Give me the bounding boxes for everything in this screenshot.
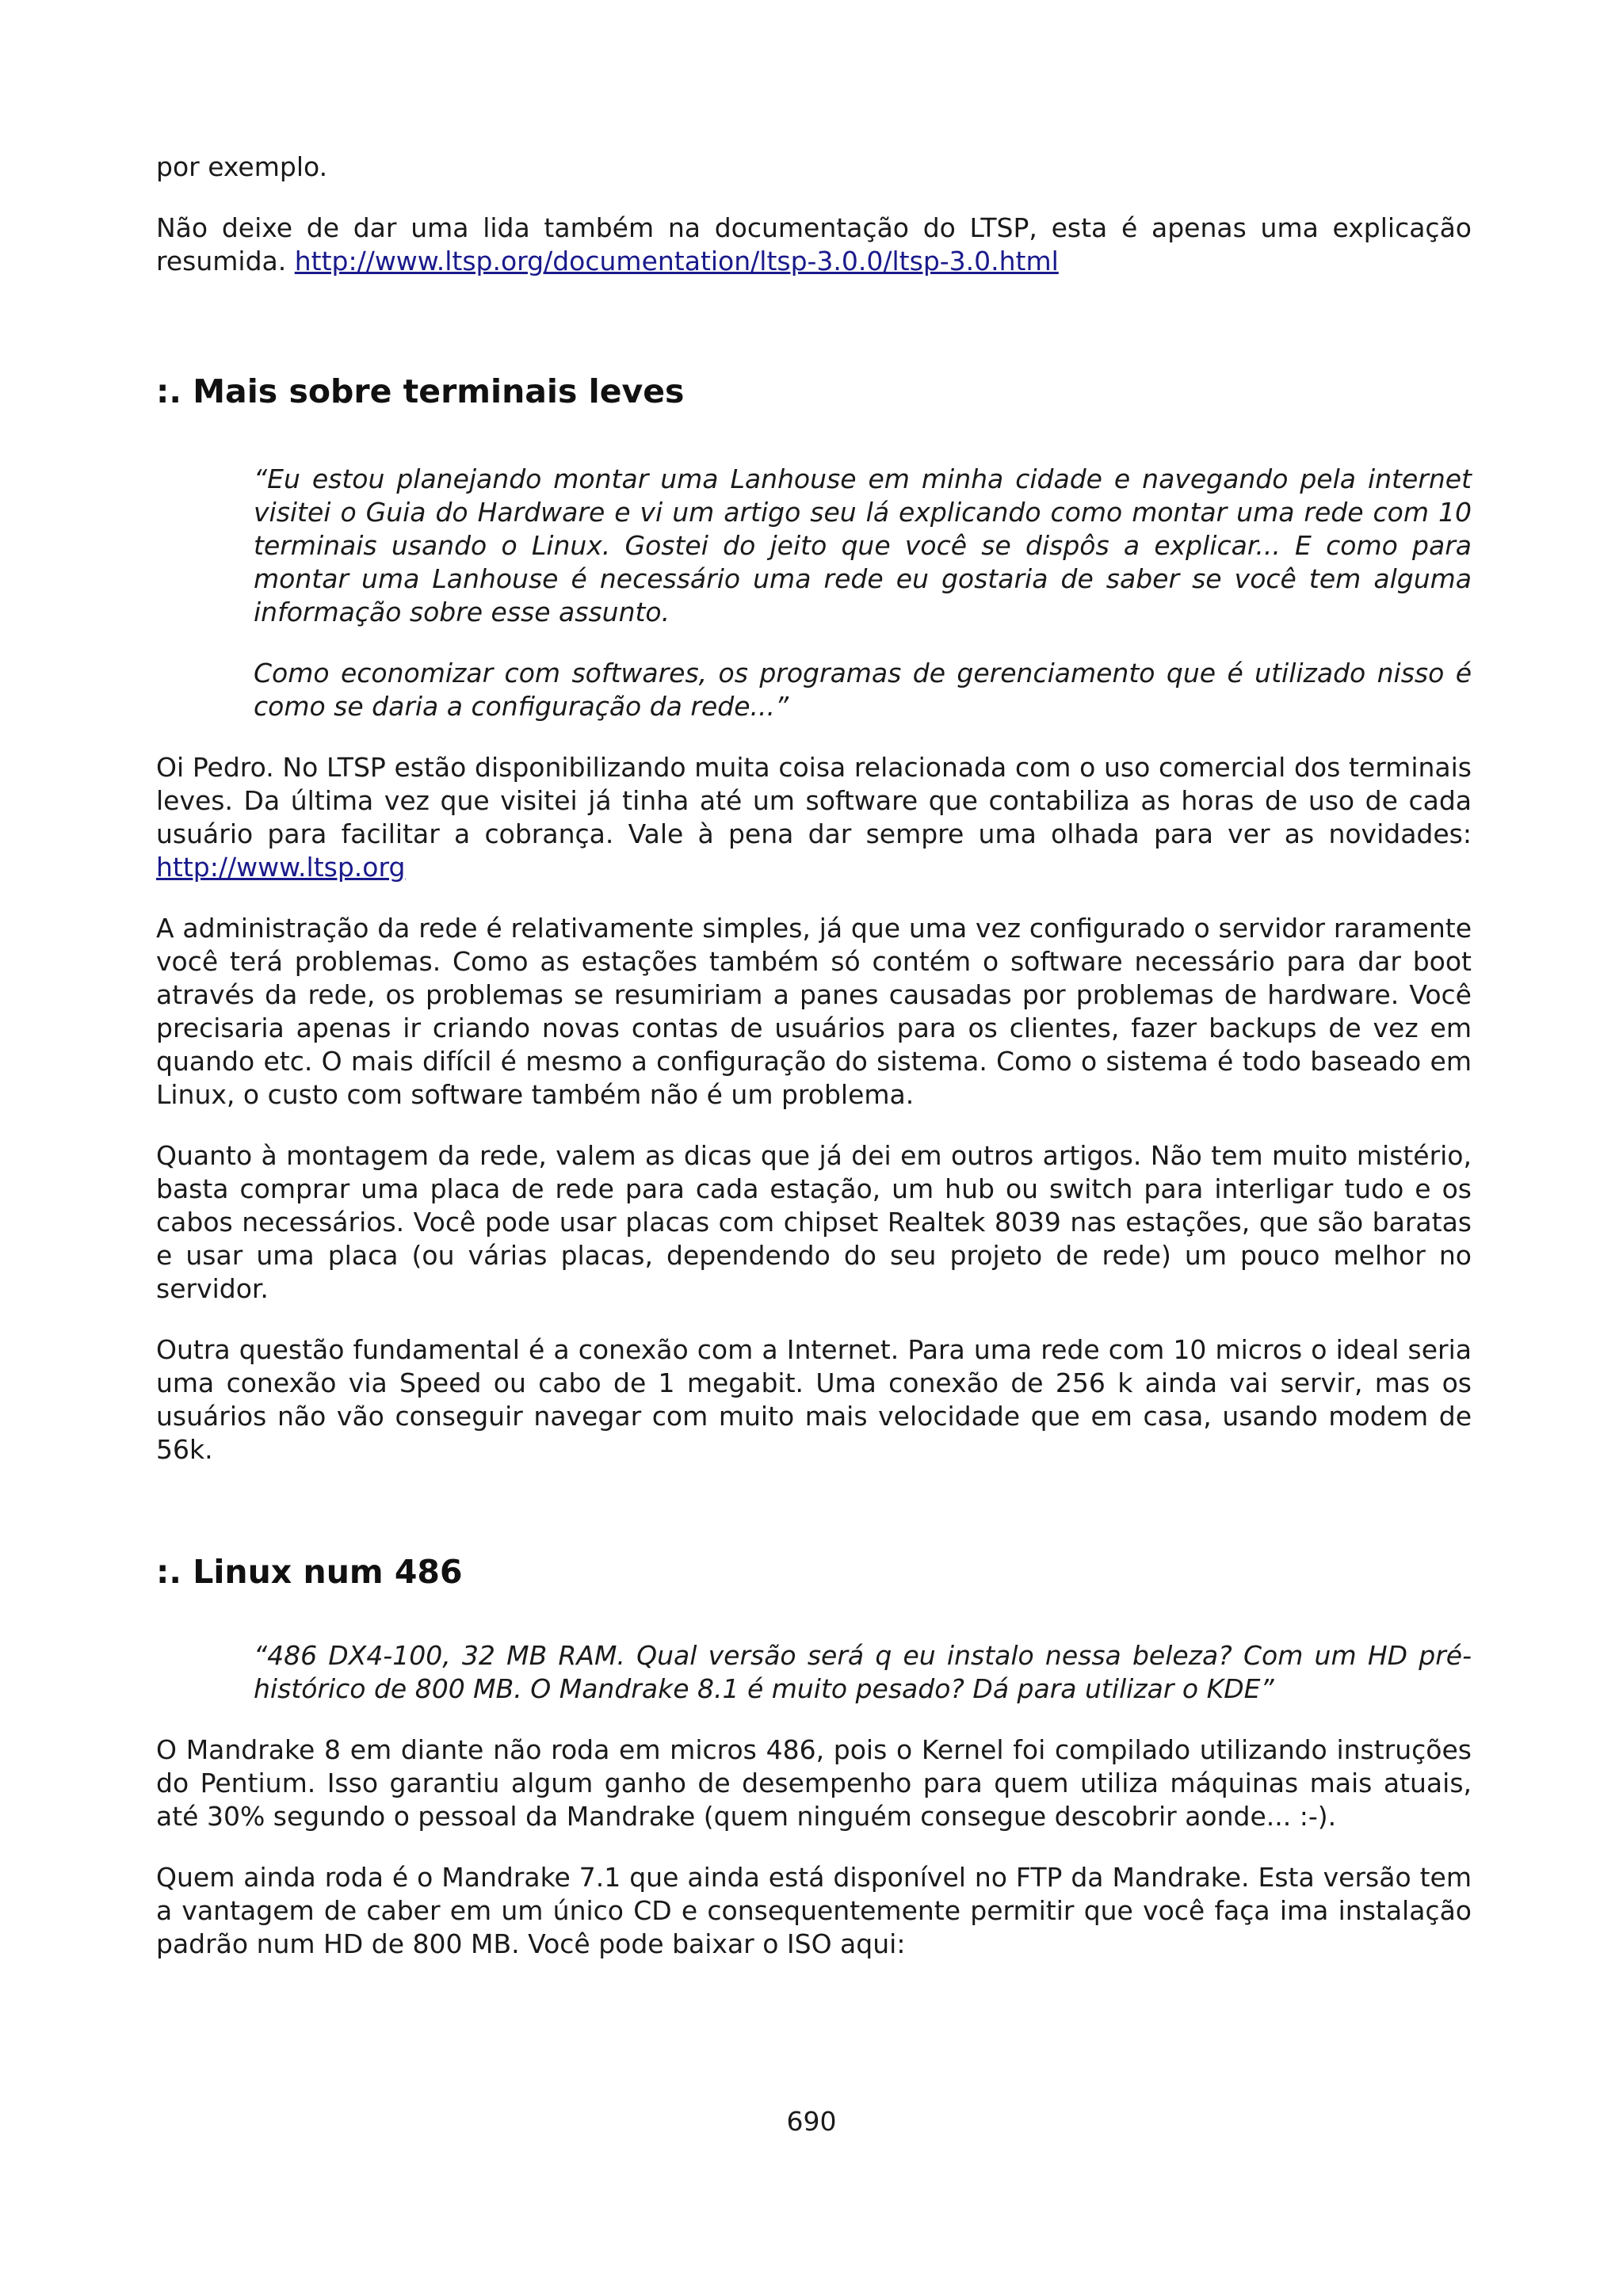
- body-paragraph-mandrake-8: O Mandrake 8 em diante não roda em micros 486, pois o Kernel foi compilado utilizando instruções do Pentium. Isso garantiu algum ganho de desempenho para quem utiliza máquinas mais atuais, até 30% segundo o pessoal da Mandrake (quem ninguém consegue descobrir aonde... :-).: [156, 1734, 1472, 1832]
- body-paragraph-ltsp: [156, 751, 1472, 884]
- body-paragraph-ltsp-text: Oi Pedro. No LTSP estão disponibilizando muita coisa relacionada com o uso comercial dos terminais leves. Da última vez que visitei já tinha até um software que contabiliza as horas de uso de cada usuário para facilitar a cobrança. Vale à pena dar sempre uma olhada para ver as novidades:: [156, 752, 1472, 849]
- section-heading-terminais-leves: :. Mais sobre terminais leves: [156, 372, 685, 410]
- section-heading-linux-486: :. Linux num 486: [156, 1553, 463, 1591]
- ltsp-documentation-link[interactable]: http://www.ltsp.org/documentation/ltsp-3.0.0/ltsp-3.0.html: [294, 246, 1059, 277]
- quote-paragraph-2: Como economizar com softwares, os programas de gerenciamento que é utilizado nisso é como se daria a configuração da rede...”: [254, 658, 1472, 722]
- intro-line: por exemplo.: [156, 151, 328, 182]
- intro-paragraph-text: Não deixe de dar uma lida também na documentação do LTSP, esta é apenas uma explicação resumida.: [156, 212, 1472, 277]
- body-paragraph-internet: Outra questão fundamental é a conexão com a Internet. Para uma rede com 10 micros o ideal seria uma conexão via Speed ou cabo de 1 megabit. Uma conexão de 256 k ainda vai servir, mas os usuários não vão conseguir navegar com muito mais velocidade que em casa, usando modem de 56k.: [156, 1334, 1472, 1465]
- intro-paragraph: [156, 212, 1472, 278]
- document-page: [156, 151, 1472, 1961]
- page-number: 690: [786, 2106, 837, 2137]
- body-paragraph-mandrake-7: Quem ainda roda é o Mandrake 7.1 que ainda está disponível no FTP da Mandrake. Esta versão tem a vantagem de caber em um único CD e consequentemente permitir que você faça ima instalação padrão num HD de 800 MB. Você pode baixar o ISO aqui:: [156, 1862, 1472, 1959]
- ltsp-site-link[interactable]: http://www.ltsp.org: [156, 852, 406, 883]
- quote-486: “486 DX4-100, 32 MB RAM. Qual versão será q eu instalo nessa beleza? Com um HD pré-histórico de 800 MB. O Mandrake 8.1 é muito pesado? Dá para utilizar o KDE”: [254, 1640, 1472, 1704]
- body-paragraph-montagem: Quanto à montagem da rede, valem as dicas que já dei em outros artigos. Não tem muito mistério, basta comprar uma placa de rede para cada estação, um hub ou switch para interligar tudo e os cabos necessários. Você pode usar placas com chipset Realtek 8039 nas estações, que são baratas e usar uma placa (ou várias placas, dependendo do seu projeto de rede) um pouco melhor no servidor.: [156, 1140, 1472, 1304]
- body-paragraph-administracao: A administração da rede é relativamente simples, já que uma vez configurado o servidor raramente você terá problemas. Como as estações também só contém o software necessário para dar boot através da rede, os problemas se resumiriam a panes causadas por problemas de hardware. Você precisaria apenas ir criando novas contas de usuários para os clientes, fazer backups de vez em quando etc. O mais difícil é mesmo a configuração do sistema. Como o sistema é todo baseado em Linux, o custo com software também não é um problema.: [156, 913, 1472, 1110]
- quote-paragraph-1: “Eu estou planejando montar uma Lanhouse em minha cidade e navegando pela internet visitei o Guia do Hardware e vi um artigo seu lá explicando como montar uma rede com 10 terminais usando o Linux. Gostei do jeito que você se dispôs a explicar... E como para montar uma Lanhouse é necessário uma rede eu gostaria de saber se você tem alguma informação sobre esse assunto.: [254, 463, 1472, 627]
